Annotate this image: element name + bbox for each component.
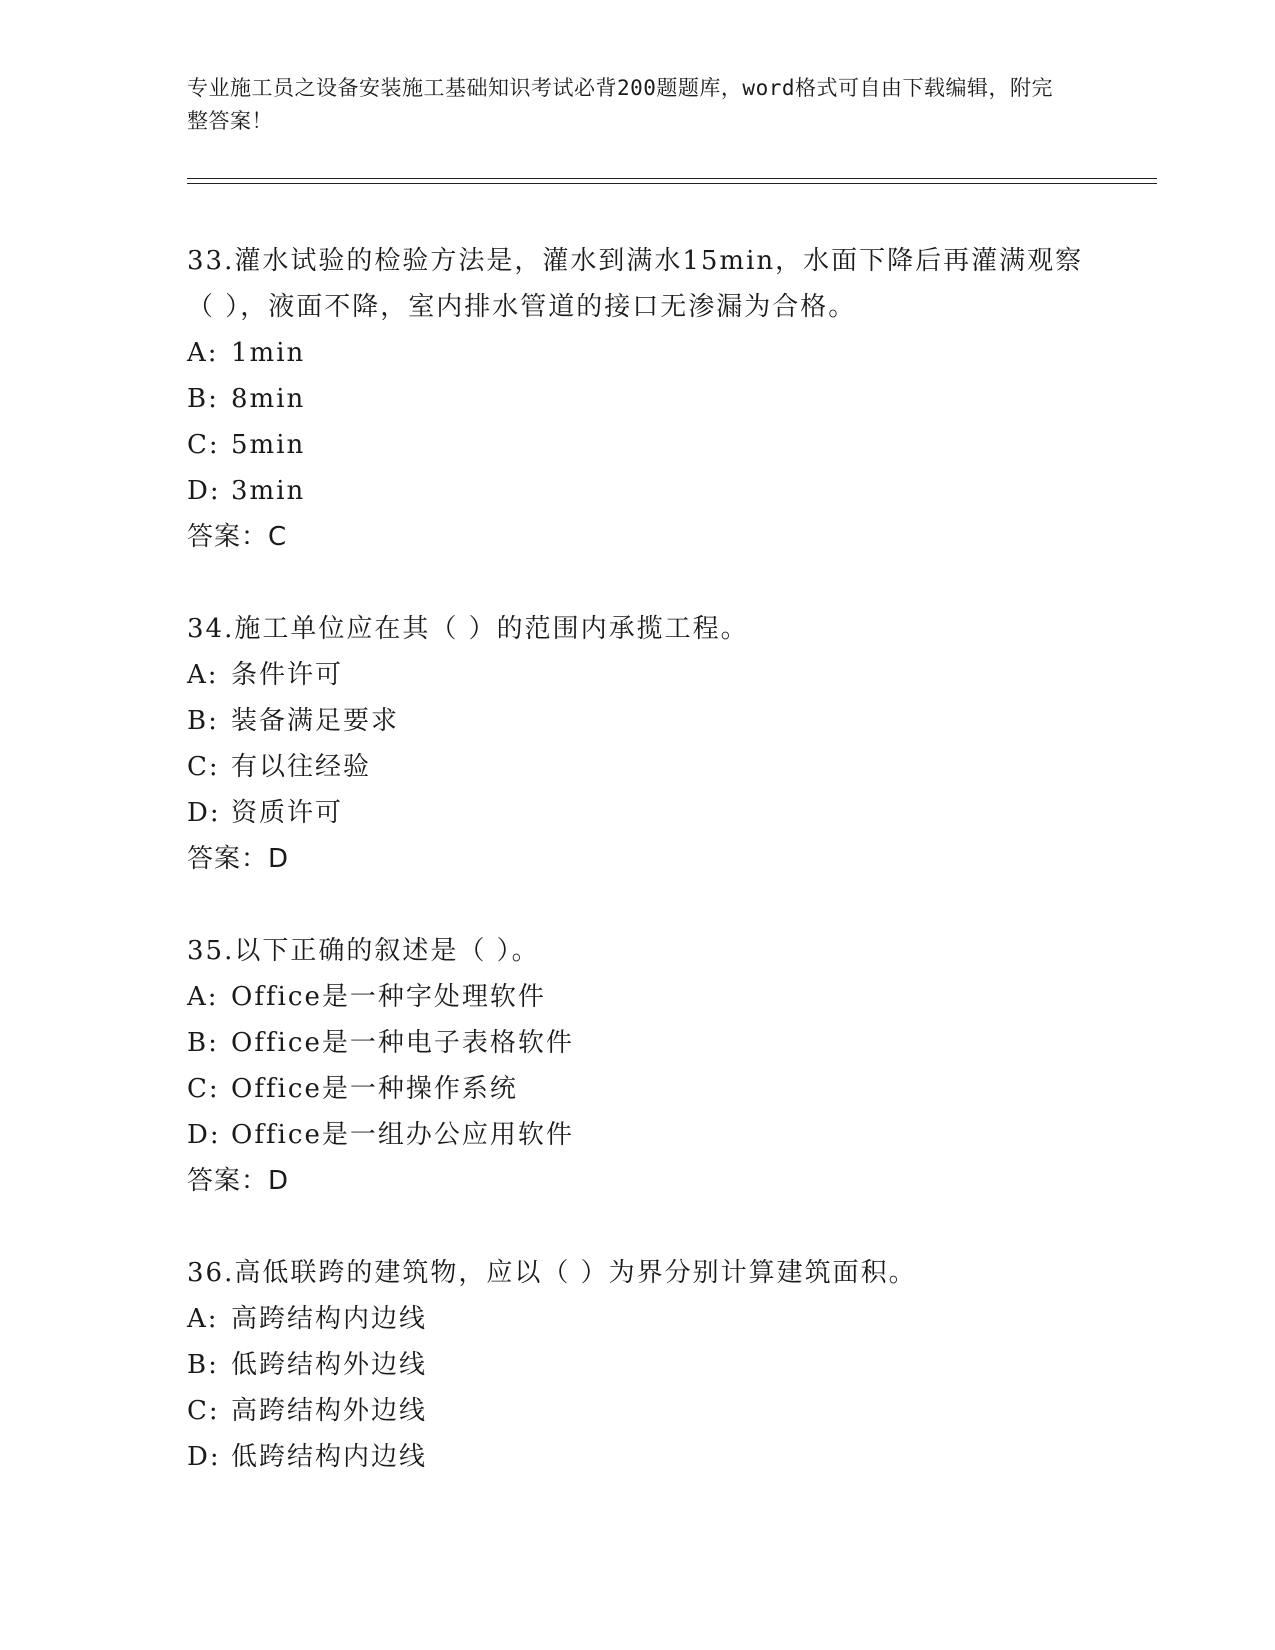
question-stem: 33.灌水试验的检验方法是，灌水到满水15min，水面下降后再灌满观察（ ），液面不降，室内排水管道的接口无渗漏为合格。 [187, 246, 1084, 322]
option-text: 5min [231, 430, 306, 460]
option-label: A: [187, 982, 219, 1012]
question-35 [187, 928, 1087, 1204]
option-d [187, 1112, 1087, 1158]
option-text: 低跨结构外边线 [231, 1350, 428, 1380]
option-label: D: [187, 476, 221, 506]
option-text: 装备满足要求 [231, 706, 400, 736]
option-a [187, 974, 1087, 1020]
question-list [187, 238, 1087, 1526]
option-c [187, 1388, 1087, 1434]
header-divider-bottom [187, 183, 1157, 184]
option-label: B: [187, 706, 219, 736]
option-text: 有以往经验 [231, 752, 372, 782]
option-label: C: [187, 1074, 220, 1104]
option-text: Office是一种字处理软件 [231, 982, 546, 1012]
option-text: 8min [231, 384, 306, 414]
option-text: 高跨结构外边线 [231, 1396, 428, 1426]
option-c [187, 422, 1087, 468]
option-c [187, 1066, 1087, 1112]
option-text: 3min [231, 476, 306, 506]
option-b [187, 1020, 1087, 1066]
option-b [187, 376, 1087, 422]
option-text: 低跨结构内边线 [231, 1442, 428, 1472]
option-label: A: [187, 338, 219, 368]
answer-line: 答案：D [187, 844, 290, 874]
option-text: Office是一种操作系统 [231, 1074, 518, 1104]
option-label: A: [187, 1304, 219, 1334]
option-b [187, 698, 1087, 744]
option-d [187, 468, 1087, 514]
option-a [187, 652, 1087, 698]
option-a [187, 330, 1087, 376]
option-label: C: [187, 430, 220, 460]
question-stem: 36.高低联跨的建筑物，应以（ ）为界分别计算建筑面积。 [187, 1258, 917, 1288]
option-a [187, 1296, 1087, 1342]
question-34 [187, 606, 1087, 882]
answer-line: 答案：C [187, 522, 288, 552]
option-text: 高跨结构内边线 [231, 1304, 428, 1334]
option-d [187, 1434, 1087, 1480]
option-label: B: [187, 1350, 219, 1380]
document-header: 专业施工员之设备安装施工基础知识考试必背200题题库，word格式可自由下载编辑，附完整答案！ [187, 76, 1053, 133]
option-text: 条件许可 [231, 660, 344, 690]
option-c [187, 744, 1087, 790]
option-text: 资质许可 [231, 798, 344, 828]
header-divider-top [187, 178, 1157, 179]
option-text: Office是一种电子表格软件 [231, 1028, 574, 1058]
option-label: B: [187, 384, 219, 414]
option-label: D: [187, 798, 221, 828]
question-stem: 34.施工单位应在其（ ）的范围内承揽工程。 [187, 614, 749, 644]
option-text: 1min [231, 338, 306, 368]
question-36 [187, 1250, 1087, 1480]
question-33 [187, 238, 1087, 560]
option-text: Office是一组办公应用软件 [231, 1120, 574, 1150]
option-d [187, 790, 1087, 836]
option-label: D: [187, 1442, 221, 1472]
answer-line: 答案：D [187, 1166, 290, 1196]
option-label: A: [187, 660, 219, 690]
option-b [187, 1342, 1087, 1388]
option-label: C: [187, 752, 220, 782]
question-stem: 35.以下正确的叙述是（ ）。 [187, 936, 540, 966]
option-label: C: [187, 1396, 220, 1426]
option-label: D: [187, 1120, 221, 1150]
option-label: B: [187, 1028, 219, 1058]
